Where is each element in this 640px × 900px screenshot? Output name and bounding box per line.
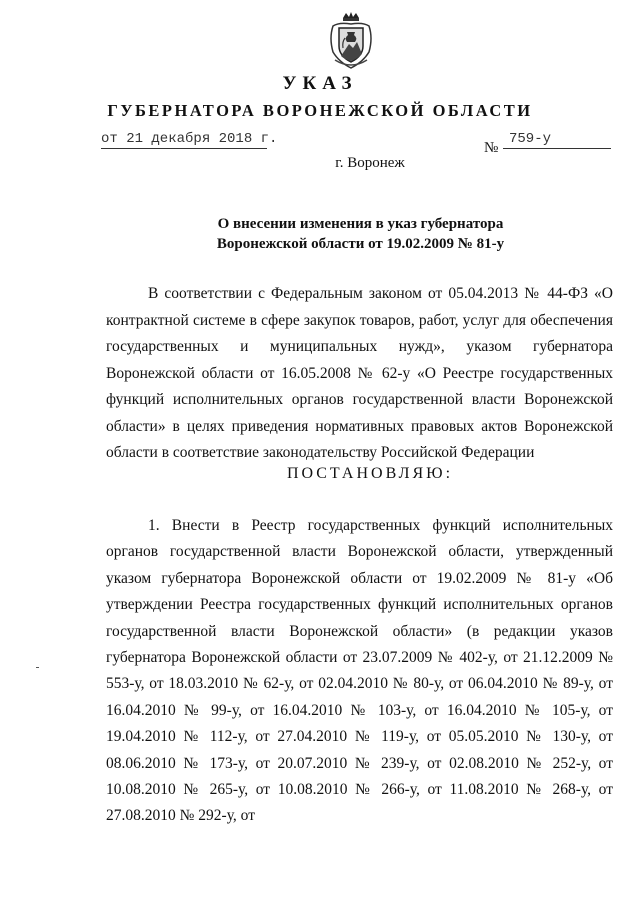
city: г. Воронеж [335, 155, 405, 171]
decree-word: ПОСТАНОВЛЯЮ: [286, 465, 454, 482]
margin-mark [36, 667, 39, 668]
preamble-paragraph: В соответствии с Федеральным законом от 05.04.2013 № 44-ФЗ «О контрактной системе в сфере закупок товаров, работ, услуг для обеспечения государственных и муниципальных нужд», указом губернатора Воронежской области от 16.05.2008 № 62-у «О Реестре государственных функций исполнительных органов государственной власти Воронежской области» в целях приведения нормативных правовых актов Воронежской области в соответствие законодательству Российской Федерации [106, 285, 613, 461]
number-label: № [484, 140, 499, 156]
item-1-paragraph: 1. Внести в Реестр государственных функций исполнительных органов государственной власти Воронежской области, утвержденный указом губернатора Воронежской области от 19.02.2009 № 81-у «Об утверждении Реестра государственных функций исполнительных органов государственной власти Воронежской области» (в редакции указов губернатора Воронежской области от 23.07.2009 № 402-у, от 21.12.2009 № 553-у, от 18.03.2010 № 62-у, от 02.04.2010 № 80-у, от 06.04.2010 № 89-у, от 16.04.2010 № 99-у, от 16.04.2010 № 103-у, от 16.04.2010 № 105-у, от 19.04.2010 № 112-у, от 27.04.2010 № 119-у, от 05.05.2010 № 130-у, от 08.06.2010 № 173-у, от 20.07.2010 № 239-у, от 02.08.2010 № 252-у, от 10.08.2010 № 265-у, от 10.08.2010 № 266-у, от 11.08.2010 № 268-у, от 27.08.2010 № 292-у, от [106, 517, 613, 825]
document-number: 759-у [503, 131, 611, 149]
subject-line-2: Воронежской области от 19.02.2009 № 81-у [216, 236, 505, 252]
document-title: УКАЗ [282, 73, 358, 94]
subject-line-1: О внесении изменения в указ губернатора [217, 216, 504, 232]
coat-of-arms-icon [329, 12, 373, 70]
document-subtitle: ГУБЕРНАТОРА ВОРОНЕЖСКОЙ ОБЛАСТИ [107, 101, 533, 120]
subject-heading [0, 214, 640, 254]
date-field: от 21 декабря 2018 г. [101, 131, 278, 147]
